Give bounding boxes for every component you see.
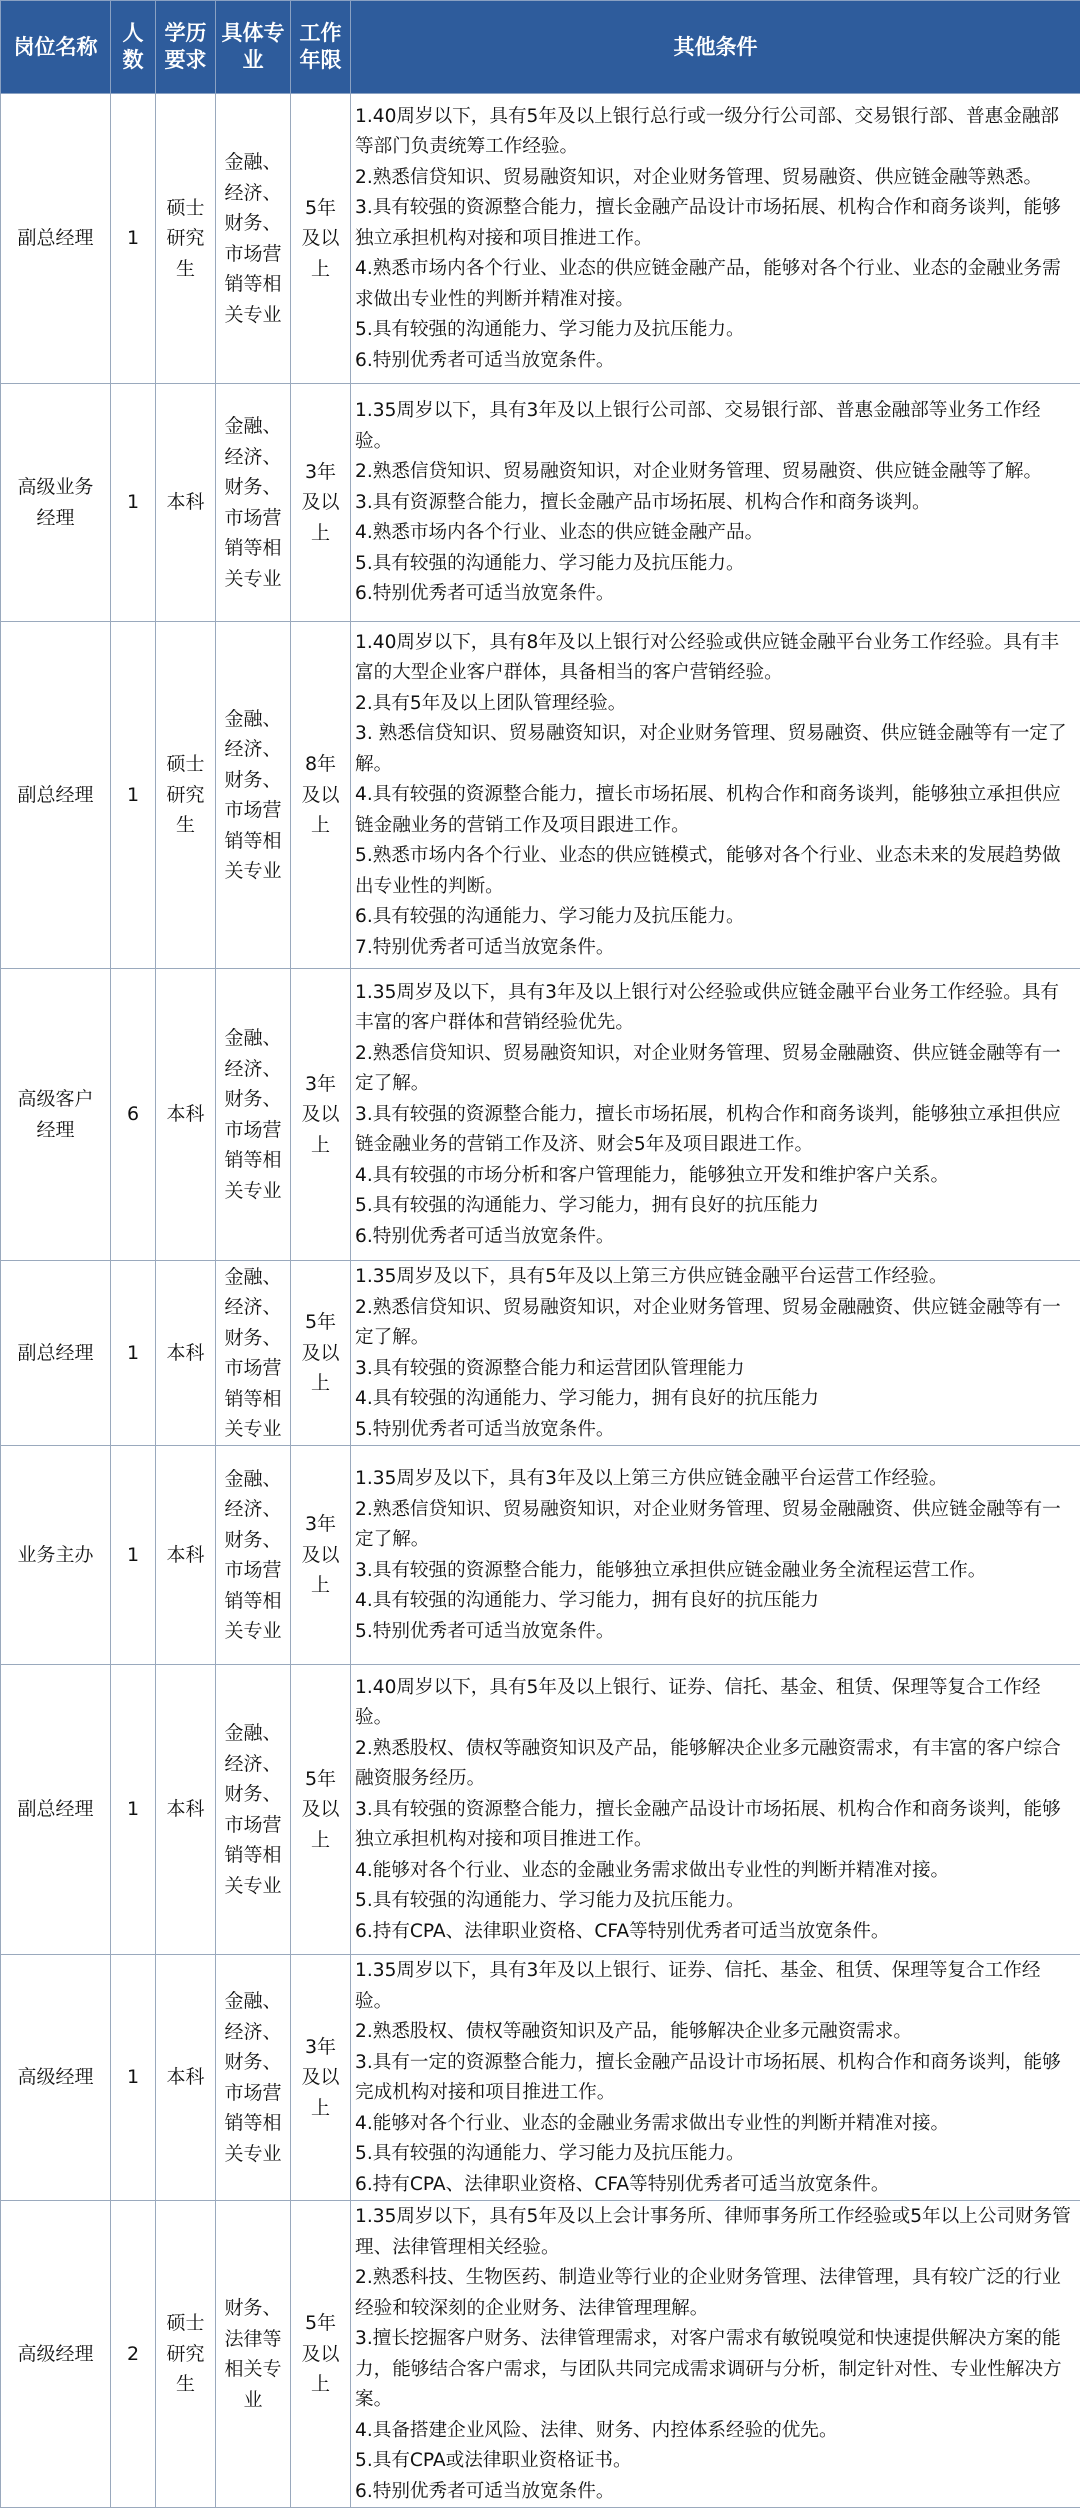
years-cell-text: 5年 及以 上 xyxy=(301,1768,339,1851)
condition-item: 3. 熟悉信贷知识、贸易融资知识，对企业财务管理、贸易融资、供应链金融等有一定了解。 xyxy=(355,719,1076,780)
condition-item: 2.熟悉股权、债权等融资知识及产品，能够解决企业多元融资需求。 xyxy=(355,2017,1076,2048)
condition-item: 4.能够对各个行业、业态的金融业务需求做出专业性的判断并精准对接。 xyxy=(355,2109,1076,2140)
condition-item: 3.具有较强的资源整合能力，擅长市场拓展，机构合作和商务谈判，能够独立承担供应链金融业务的营销工作及济、财会5年及项目跟进工作。 xyxy=(355,1100,1076,1161)
conditions-cell xyxy=(351,2201,1080,2508)
years-cell xyxy=(291,2201,351,2508)
condition-item: 1.35周岁以下，具有5年及以上会计事务所、律师事务所工作经验或5年以上公司财务管理、法律管理相关经验。 xyxy=(355,2202,1076,2263)
education-cell-text: 硕士 研究 生 xyxy=(166,2312,204,2395)
conditions-cell xyxy=(351,1665,1080,1955)
headcount-cell-text: 6 xyxy=(127,1103,139,1125)
condition-item: 4.具有较强的资源整合能力，擅长市场拓展、机构合作和商务谈判，能够独立承担供应链金融业务的营销工作及项目跟进工作。 xyxy=(355,780,1076,841)
condition-item: 1.35周岁以下，具有3年及以上银行、证券、信托、基金、租赁、保理等复合工作经验。 xyxy=(355,1956,1076,2017)
education-cell-text: 本科 xyxy=(166,1798,204,1820)
condition-item: 1.35周岁及以下，具有3年及以上第三方供应链金融平台运营工作经验。 xyxy=(355,1464,1076,1495)
major-cell xyxy=(216,622,291,969)
job-title-cell xyxy=(1,1261,111,1446)
headcount-cell-text: 1 xyxy=(127,2066,139,2088)
headcount-cell-text: 2 xyxy=(127,2343,139,2365)
table-row xyxy=(1,622,1080,969)
condition-item: 5.具有较强的沟通能力、学习能力及抗压能力。 xyxy=(355,315,1076,346)
condition-item: 3.擅长挖掘客户财务、法律管理需求，对客户需求有敏锐嗅觉和快速提供解决方案的能力，能够结合客户需求，与团队共同完成需求调研与分析，制定针对性、专业性解决方案。 xyxy=(355,2324,1076,2416)
job-title-cell xyxy=(1,94,111,384)
major-cell-text: 金融、 经济、 财务、 市场营 销等相 关专业 xyxy=(224,1266,281,1441)
table-header xyxy=(1,1,1080,94)
condition-item: 1.40周岁以下，具有5年及以上银行总行或一级分行公司部、交易银行部、普惠金融部等部门负责统筹工作经验。 xyxy=(355,102,1076,163)
years-cell-text: 3年 及以 上 xyxy=(301,461,339,544)
condition-item: 1.35周岁及以下，具有5年及以上第三方供应链金融平台运营工作经验。 xyxy=(355,1262,1076,1293)
condition-item: 2.熟悉信贷知识、贸易融资知识，对企业财务管理、贸易融资、供应链金融等了解。 xyxy=(355,457,1076,488)
table-row xyxy=(1,1261,1080,1446)
condition-item: 6.特别优秀者可适当放宽条件。 xyxy=(355,346,1076,377)
major-cell-text: 金融、 经济、 财务、 市场营 销等相 关专业 xyxy=(224,708,281,883)
education-cell xyxy=(156,1446,216,1665)
major-cell xyxy=(216,1665,291,1955)
major-cell xyxy=(216,1955,291,2201)
job-title-cell xyxy=(1,622,111,969)
condition-item: 3.具有一定的资源整合能力，擅长金融产品设计市场拓展、机构合作和商务谈判，能够完成机构对接和项目推进工作。 xyxy=(355,2048,1076,2109)
condition-item: 2.熟悉信贷知识、贸易融资知识，对企业财务管理、贸易融资、供应链金融等熟悉。 xyxy=(355,163,1076,194)
major-cell xyxy=(216,94,291,384)
table-row xyxy=(1,94,1080,384)
conditions-cell xyxy=(351,969,1080,1261)
condition-item: 4.熟悉市场内各个行业、业态的供应链金融产品，能够对各个行业、业态的金融业务需求做出专业性的判断并精准对接。 xyxy=(355,254,1076,315)
major-cell-text: 财务、 法律等 相关专 业 xyxy=(224,2297,281,2411)
condition-item: 2.具有5年及以上团队管理经验。 xyxy=(355,689,1076,720)
education-cell-text: 本科 xyxy=(166,1103,204,1125)
years-cell-text: 3年 及以 上 xyxy=(301,2036,339,2119)
header-education: 学历 要求 xyxy=(156,1,216,94)
education-cell-text: 本科 xyxy=(166,491,204,513)
condition-item: 1.40周岁以下，具有5年及以上银行、证券、信托、基金、租赁、保理等复合工作经验。 xyxy=(355,1673,1076,1734)
header-major: 具体专 业 xyxy=(216,1,291,94)
major-cell xyxy=(216,969,291,1261)
table-row xyxy=(1,384,1080,622)
major-cell-text: 金融、 经济、 财务、 市场营 销等相 关专业 xyxy=(224,1468,281,1643)
education-cell-text: 硕士 研究 生 xyxy=(166,197,204,280)
years-cell-text: 5年 及以 上 xyxy=(301,197,339,280)
education-cell-text: 本科 xyxy=(166,1342,204,1364)
headcount-cell xyxy=(111,969,156,1261)
headcount-cell xyxy=(111,2201,156,2508)
table-row xyxy=(1,969,1080,1261)
education-cell xyxy=(156,94,216,384)
job-title-cell-text: 业务主办 xyxy=(17,1544,93,1566)
job-title-cell xyxy=(1,1955,111,2201)
condition-item: 5.具有较强的沟通能力、学习能力及抗压能力。 xyxy=(355,1886,1076,1917)
education-cell xyxy=(156,1261,216,1446)
condition-item: 5.熟悉市场内各个行业、业态的供应链模式，能够对各个行业、业态未来的发展趋势做出专业性的判断。 xyxy=(355,841,1076,902)
condition-item: 2.熟悉信贷知识、贸易融资知识，对企业财务管理、贸易金融融资、供应链金融等有一定了解。 xyxy=(355,1039,1076,1100)
conditions-cell xyxy=(351,384,1080,622)
condition-item: 4.具有较强的沟通能力、学习能力，拥有良好的抗压能力 xyxy=(355,1384,1076,1415)
job-title-cell xyxy=(1,2201,111,2508)
headcount-cell-text: 1 xyxy=(127,1342,139,1364)
job-title-cell xyxy=(1,384,111,622)
job-title-cell xyxy=(1,969,111,1261)
condition-item: 1.35周岁以下，具有3年及以上银行公司部、交易银行部、普惠金融部等业务工作经验。 xyxy=(355,396,1076,457)
condition-item: 4.能够对各个行业、业态的金融业务需求做出专业性的判断并精准对接。 xyxy=(355,1856,1076,1887)
education-cell xyxy=(156,622,216,969)
condition-item: 3.具有较强的资源整合能力，擅长金融产品设计市场拓展、机构合作和商务谈判，能够独立承担机构对接和项目推进工作。 xyxy=(355,193,1076,254)
education-cell xyxy=(156,1665,216,1955)
years-cell-text: 5年 及以 上 xyxy=(301,1311,339,1394)
condition-item: 4.具有较强的沟通能力、学习能力，拥有良好的抗压能力 xyxy=(355,1586,1076,1617)
major-cell xyxy=(216,384,291,622)
condition-item: 4.熟悉市场内各个行业、业态的供应链金融产品。 xyxy=(355,518,1076,549)
conditions-cell xyxy=(351,1955,1080,2201)
education-cell-text: 硕士 研究 生 xyxy=(166,753,204,836)
condition-item: 2.熟悉股权、债权等融资知识及产品，能够解决企业多元融资需求，有丰富的客户综合融资服务经历。 xyxy=(355,1734,1076,1795)
major-cell xyxy=(216,1446,291,1665)
major-cell xyxy=(216,1261,291,1446)
table-row xyxy=(1,1665,1080,1955)
major-cell-text: 金融、 经济、 财务、 市场营 销等相 关专业 xyxy=(224,1027,281,1202)
major-cell xyxy=(216,2201,291,2508)
condition-item: 6.特别优秀者可适当放宽条件。 xyxy=(355,2477,1076,2508)
headcount-cell xyxy=(111,1446,156,1665)
condition-item: 5.具有CPA或法律职业资格证书。 xyxy=(355,2446,1076,2477)
years-cell xyxy=(291,969,351,1261)
condition-item: 1.40周岁以下，具有8年及以上银行对公经验或供应链金融平台业务工作经验。具有丰富的大型企业客户群体，具备相当的客户营销经验。 xyxy=(355,628,1076,689)
major-cell-text: 金融、 经济、 财务、 市场营 销等相 关专业 xyxy=(224,1990,281,2165)
condition-item: 2.熟悉科技、生物医药、制造业等行业的企业财务管理、法律管理，具有较广泛的行业经验和较深刻的企业财务、法律管理理解。 xyxy=(355,2263,1076,2324)
condition-item: 2.熟悉信贷知识、贸易融资知识，对企业财务管理、贸易金融融资、供应链金融等有一定了解。 xyxy=(355,1495,1076,1556)
condition-item: 6.具有较强的沟通能力、学习能力及抗压能力。 xyxy=(355,902,1076,933)
condition-item: 5.具有较强的沟通能力、学习能力及抗压能力。 xyxy=(355,549,1076,580)
education-cell-text: 本科 xyxy=(166,1544,204,1566)
job-title-cell xyxy=(1,1446,111,1665)
major-cell-text: 金融、 经济、 财务、 市场营 销等相 关专业 xyxy=(224,151,281,326)
education-cell-text: 本科 xyxy=(166,2066,204,2088)
condition-item: 5.特别优秀者可适当放宽条件。 xyxy=(355,1617,1076,1648)
years-cell xyxy=(291,384,351,622)
condition-item: 4.具备搭建企业风险、法律、财务、内控体系经验的优先。 xyxy=(355,2416,1076,2447)
job-title-cell-text: 高级经理 xyxy=(17,2066,93,2088)
years-cell xyxy=(291,1665,351,1955)
education-cell xyxy=(156,969,216,1261)
headcount-cell-text: 1 xyxy=(127,227,139,249)
years-cell xyxy=(291,1955,351,2201)
condition-item: 5.具有较强的沟通能力、学习能力及抗压能力。 xyxy=(355,2139,1076,2170)
headcount-cell xyxy=(111,622,156,969)
years-cell xyxy=(291,1446,351,1665)
years-cell xyxy=(291,622,351,969)
conditions-cell xyxy=(351,1446,1080,1665)
job-title-cell-text: 副总经理 xyxy=(17,1342,93,1364)
years-cell xyxy=(291,1261,351,1446)
condition-item: 6.特别优秀者可适当放宽条件。 xyxy=(355,579,1076,610)
condition-item: 5.具有较强的沟通能力、学习能力，拥有良好的抗压能力 xyxy=(355,1191,1076,1222)
condition-item: 2.熟悉信贷知识、贸易融资知识，对企业财务管理、贸易金融融资、供应链金融等有一定了解。 xyxy=(355,1293,1076,1354)
job-title-cell-text: 副总经理 xyxy=(17,1798,93,1820)
condition-item: 3.具有较强的资源整合能力和运营团队管理能力 xyxy=(355,1354,1076,1385)
condition-item: 6.持有CPA、法律职业资格、CFA等特别优秀者可适当放宽条件。 xyxy=(355,2170,1076,2201)
header-count: 人 数 xyxy=(111,1,156,94)
header-row xyxy=(1,1,1080,94)
headcount-cell xyxy=(111,384,156,622)
table-row xyxy=(1,1446,1080,1665)
education-cell xyxy=(156,384,216,622)
condition-item: 3.具有较强的资源整合能力，擅长金融产品设计市场拓展、机构合作和商务谈判，能够独立承担机构对接和项目推进工作。 xyxy=(355,1795,1076,1856)
condition-item: 4.具有较强的市场分析和客户管理能力，能够独立开发和维护客户关系。 xyxy=(355,1161,1076,1192)
headcount-cell xyxy=(111,1261,156,1446)
condition-item: 3.具有较强的资源整合能力，能够独立承担供应链金融业务全流程运营工作。 xyxy=(355,1556,1076,1587)
condition-item: 3.具有资源整合能力，擅长金融产品市场拓展、机构合作和商务谈判。 xyxy=(355,488,1076,519)
job-title-cell xyxy=(1,1665,111,1955)
education-cell xyxy=(156,2201,216,2508)
table-row xyxy=(1,1955,1080,2201)
headcount-cell xyxy=(111,94,156,384)
major-cell-text: 金融、 经济、 财务、 市场营 销等相 关专业 xyxy=(224,415,281,590)
job-title-cell-text: 高级客户 经理 xyxy=(17,1088,93,1141)
years-cell xyxy=(291,94,351,384)
conditions-cell xyxy=(351,1261,1080,1446)
job-title-cell-text: 副总经理 xyxy=(17,227,93,249)
condition-item: 6.特别优秀者可适当放宽条件。 xyxy=(355,1222,1076,1253)
table-body xyxy=(1,94,1080,2508)
header-years: 工作 年限 xyxy=(291,1,351,94)
conditions-cell xyxy=(351,622,1080,969)
conditions-cell xyxy=(351,94,1080,384)
years-cell-text: 5年 及以 上 xyxy=(301,2312,339,2395)
years-cell-text: 3年 及以 上 xyxy=(301,1513,339,1596)
job-title-cell-text: 高级经理 xyxy=(17,2343,93,2365)
headcount-cell-text: 1 xyxy=(127,1544,139,1566)
headcount-cell xyxy=(111,1665,156,1955)
years-cell-text: 3年 及以 上 xyxy=(301,1073,339,1156)
major-cell-text: 金融、 经济、 财务、 市场营 销等相 关专业 xyxy=(224,1722,281,1897)
headcount-cell-text: 1 xyxy=(127,491,139,513)
headcount-cell-text: 1 xyxy=(127,784,139,806)
job-title-cell-text: 副总经理 xyxy=(17,784,93,806)
condition-item: 1.35周岁及以下，具有3年及以上银行对公经验或供应链金融平台业务工作经验。具有丰富的客户群体和营销经验优先。 xyxy=(355,978,1076,1039)
header-title: 岗位名称 xyxy=(1,1,111,94)
header-conditions: 其他条件 xyxy=(351,1,1080,94)
condition-item: 5.特别优秀者可适当放宽条件。 xyxy=(355,1415,1076,1446)
headcount-cell xyxy=(111,1955,156,2201)
years-cell-text: 8年 及以 上 xyxy=(301,753,339,836)
condition-item: 6.持有CPA、法律职业资格、CFA等特别优秀者可适当放宽条件。 xyxy=(355,1917,1076,1948)
headcount-cell-text: 1 xyxy=(127,1798,139,1820)
job-title-cell-text: 高级业务 经理 xyxy=(17,476,93,529)
condition-item: 7.特别优秀者可适当放宽条件。 xyxy=(355,933,1076,964)
table-row xyxy=(1,2201,1080,2508)
education-cell xyxy=(156,1955,216,2201)
